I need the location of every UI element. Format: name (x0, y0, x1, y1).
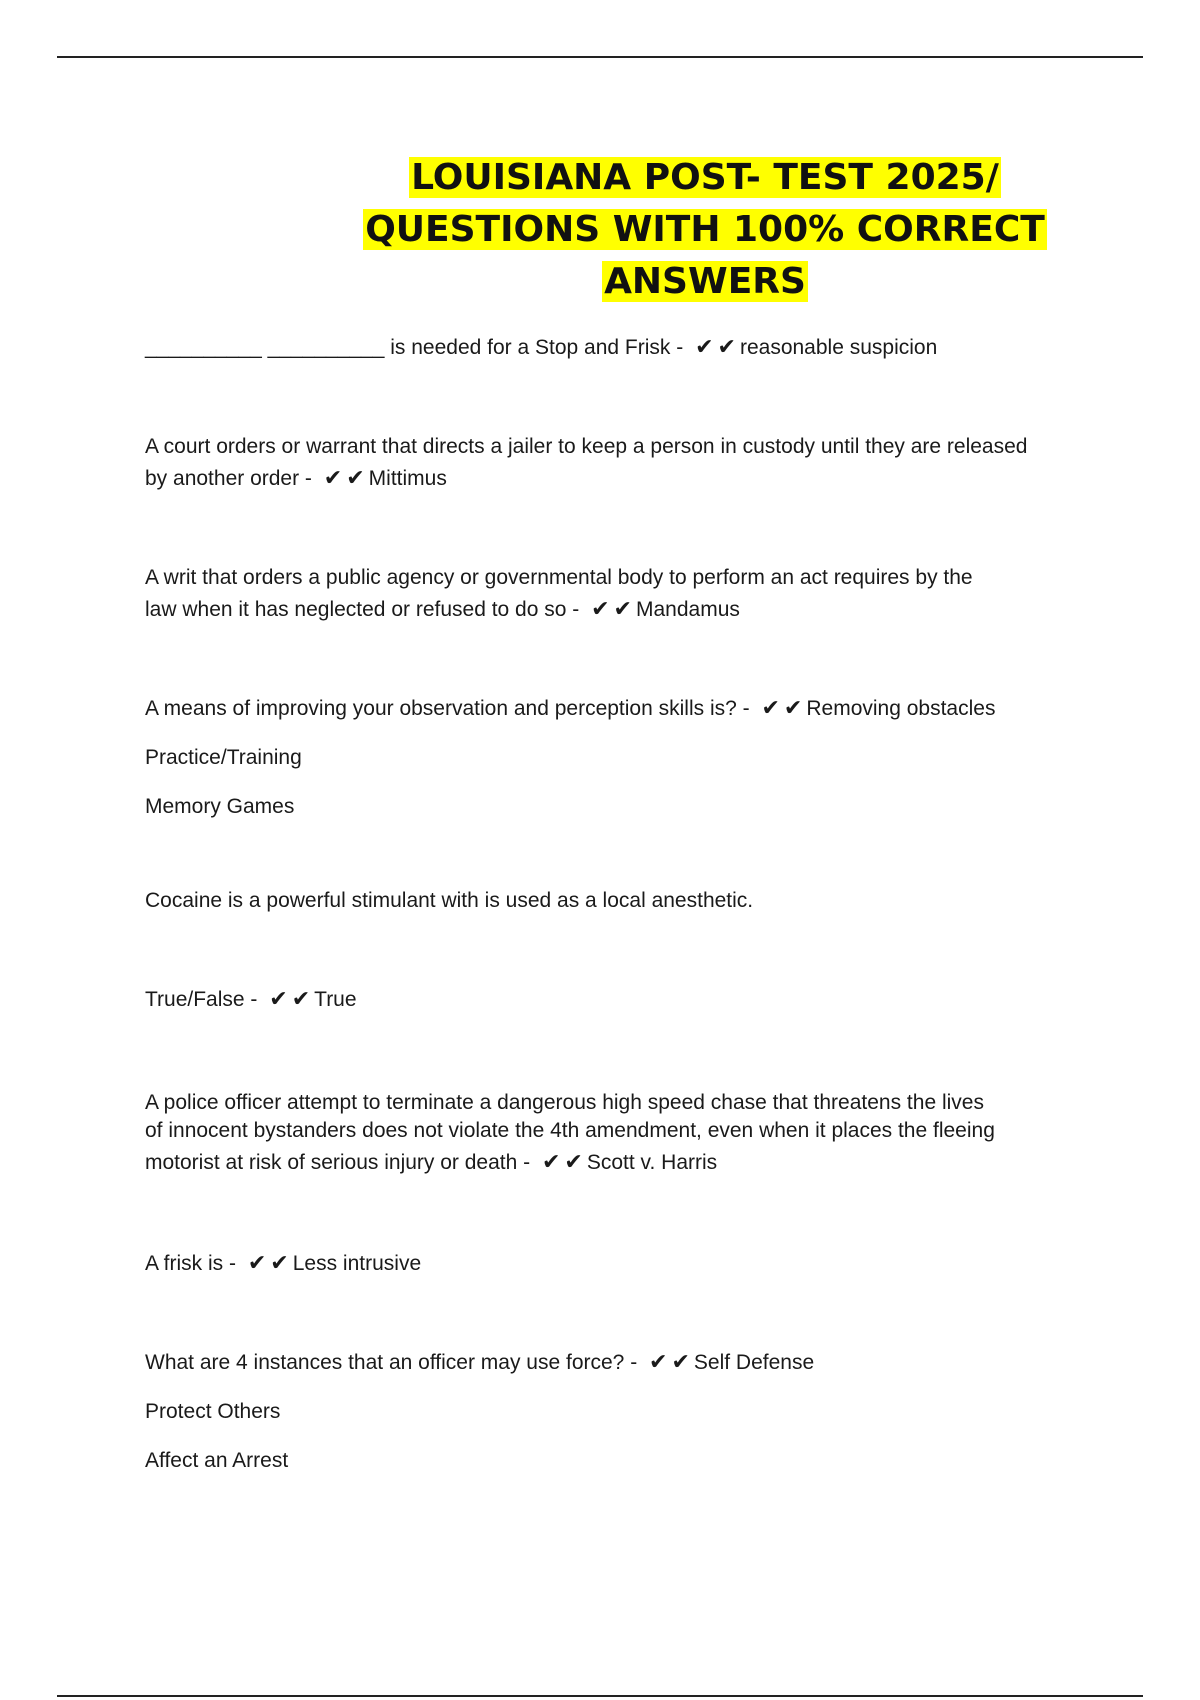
check-icon: ✔ (247, 1251, 267, 1276)
answer-text: True (314, 988, 357, 1011)
answer-text: Mittimus (368, 467, 447, 490)
answer-extra-line: Practice/Training (145, 746, 302, 769)
check-icon: ✔ (269, 987, 288, 1012)
check-icon: ✔ (323, 466, 343, 491)
answer-checks (591, 594, 636, 626)
qa-item-4 (145, 693, 995, 725)
check-icon: ✔ (671, 1350, 690, 1375)
check-icon: ✔ (346, 466, 365, 491)
answer-checks (542, 1147, 587, 1179)
answer-checks (248, 1248, 293, 1280)
question-text: A means of improving your observation and perception skills is? - (145, 697, 750, 720)
check-icon: ✔ (541, 1150, 561, 1175)
qa-item-6-line-3 (145, 1147, 717, 1179)
answer-checks (649, 1347, 694, 1379)
answer-checks (269, 984, 314, 1016)
qa-item-3-line-2 (145, 594, 740, 626)
check-icon: ✔ (613, 597, 632, 622)
check-icon: ✔ (761, 696, 780, 721)
answer-text: Less intrusive (292, 1252, 422, 1275)
question-text: True/False - (145, 988, 258, 1011)
question-text: motorist at risk of serious injury or death - (145, 1151, 531, 1174)
top-rule (57, 56, 1143, 58)
answer-text: Scott v. Harris (586, 1151, 718, 1174)
answer-text: Mandamus (635, 598, 740, 621)
answer-checks (761, 693, 806, 725)
answer-text: Removing obstacles (806, 697, 996, 720)
answer-checks (695, 332, 740, 364)
qa-item-7 (145, 1248, 421, 1280)
question-text: __________ __________ is needed for a Stop and Frisk - (145, 336, 684, 359)
question-text: A frisk is - (145, 1252, 237, 1275)
answer-text: reasonable suspicion (739, 336, 938, 359)
qa-item-1 (145, 332, 937, 364)
question-text: law when it has neglected or refused to do so - (145, 598, 580, 621)
title-line-3: ANSWERS (604, 261, 806, 302)
qa-item-5 (145, 984, 357, 1016)
qa-item-8 (145, 1347, 814, 1379)
statement-text: Cocaine is a powerful stimulant with is used as a local anesthetic. (145, 889, 754, 912)
question-text: by another order - (145, 467, 312, 490)
check-icon: ✔ (270, 1251, 289, 1276)
check-icon: ✔ (695, 335, 714, 360)
answer-text: Self Defense (693, 1351, 815, 1374)
qa-item-2-line-1: A court orders or warrant that directs a jailer to keep a person in custody until they are released (145, 435, 1028, 458)
answer-checks (324, 463, 369, 495)
question-text: What are 4 instances that an officer may use force? - (145, 1351, 638, 1374)
qa-item-2-line-2 (145, 463, 447, 495)
answer-extra-line: Affect an Arrest (145, 1449, 289, 1472)
check-icon: ✔ (564, 1150, 583, 1175)
answer-extra-line: Protect Others (145, 1400, 281, 1423)
qa-item-3-line-1: A writ that orders a public agency or governmental body to perform an act requires by the (145, 566, 973, 589)
document-title (360, 152, 1050, 308)
check-icon: ✔ (591, 597, 610, 622)
check-icon: ✔ (649, 1350, 668, 1375)
qa-item-6-line-2: of innocent bystanders does not violate the 4th amendment, even when it places the fleeing (145, 1119, 995, 1142)
check-icon: ✔ (291, 987, 311, 1012)
title-line-1: LOUISIANA POST- TEST 2025/ (411, 157, 999, 198)
title-line-2: QUESTIONS WITH 100% CORRECT (365, 209, 1045, 250)
bottom-rule (57, 1695, 1143, 1697)
qa-item-6-line-1: A police officer attempt to terminate a dangerous high speed chase that threatens the lives (145, 1091, 984, 1114)
answer-extra-line: Memory Games (145, 795, 295, 818)
check-icon: ✔ (717, 335, 736, 360)
check-icon: ✔ (783, 696, 803, 721)
